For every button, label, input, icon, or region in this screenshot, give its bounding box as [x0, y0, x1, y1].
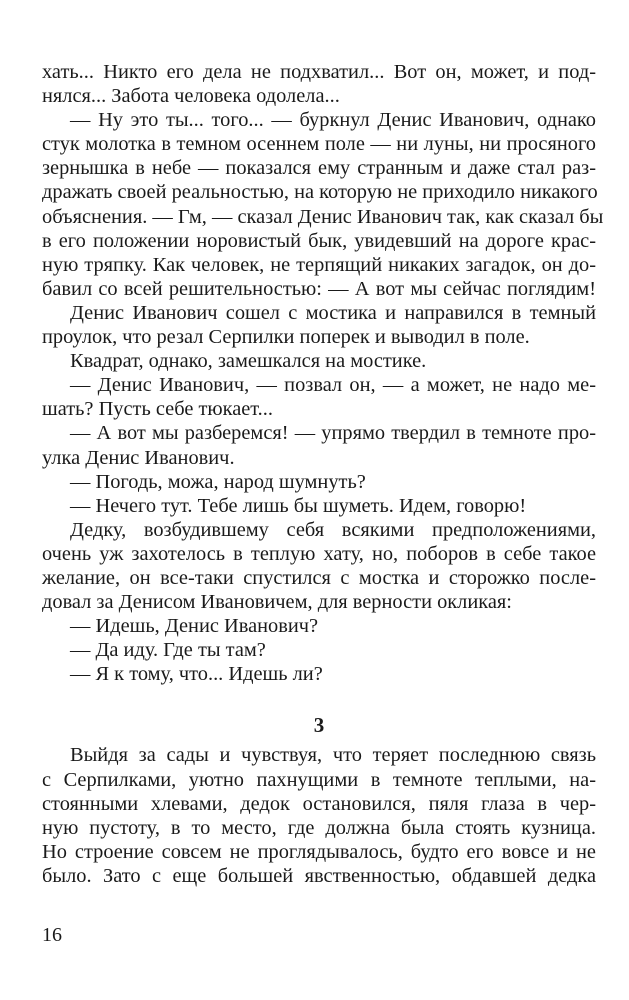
text-line: — Нечего тут. Тебе лишь бы шуметь. Идем, говорю! — [70, 494, 527, 517]
text-line: Выйдя за сады и чувствуя, что теряет последнюю связь — [70, 744, 596, 767]
text-line: улка Денис Иванович. — [42, 446, 235, 469]
text-line: Дедку, возбудившему себя всякими предположениями, — [70, 518, 596, 541]
text-line: ную тряпку. Как человек, не терпящий никаких загадок, он до- — [42, 253, 596, 276]
text-line: объяснения. — Гм, — сказал Денис Иванович так, как сказал бы — [42, 205, 604, 228]
text-line: бавил со всей решительностью: — А вот мы сейчас поглядим! — [42, 277, 596, 300]
chapter-heading: 3 — [313, 713, 325, 738]
text-line: — Идешь, Денис Иванович? — [70, 615, 319, 638]
text-line: стук молотка в темном осеннем поле — ни луны, ни просяного — [42, 133, 596, 156]
text-line: желание, он все-таки спустился с мостка и сторожко после- — [42, 566, 596, 589]
text-line: проулок, что резал Серпилки поперек и выводил в поле. — [42, 326, 530, 349]
text-line: — Я к тому, что... Идешь ли? — [70, 663, 323, 686]
text-line: Денис Иванович сошел с мостика и направился в темный — [70, 301, 596, 324]
text-line: — Да иду. Где ты там? — [70, 639, 266, 662]
text-line: — А вот мы разберемся! — упрямо твердил в темноте про- — [70, 422, 596, 445]
text-line: Квадрат, однако, замешкался на мостике. — [70, 350, 427, 373]
text-before-chapter — [42, 60, 604, 686]
text-line: зернышка в небе — показался ему странным и даже стал раз- — [42, 157, 596, 180]
text-line: нялся... Забота человека одолела... — [42, 85, 340, 108]
text-line: шать? Пусть себе тюкает... — [42, 398, 273, 421]
page-body — [42, 60, 604, 888]
page-number: 16 — [42, 924, 62, 946]
text-line: — Ну это ты... того... — буркнул Денис Иванович, однако — [70, 109, 596, 132]
text-line: — Денис Иванович, — позвал он, — а может, не надо ме- — [70, 374, 596, 397]
text-line: ную пустоту, в то место, где должна была стоять кузница. — [42, 816, 596, 839]
text-line: дражать своей реальностью, на которую не приходило никакого — [42, 181, 598, 204]
text-line: хать... Никто его дела не подхватил... Вот он, может, и под- — [42, 61, 596, 83]
text-line: довал за Денисом Ивановичем, для верности окликая: — [42, 591, 512, 614]
text-after-chapter — [42, 743, 596, 888]
text-line: стоянными хлевами, дедок остановился, пяля глаза в чер- — [42, 792, 596, 815]
text-line: с Серпилками, уютно пахнущими в темноте теплыми, на- — [42, 768, 596, 791]
text-line: было. Зато с еще большей явственностью, обдавшей дедка — [42, 864, 596, 887]
text-line: очень уж захотелось в теплую хату, но, поборов в себе такое — [42, 542, 596, 565]
text-line: — Погодь, можа, народ шумнуть? — [70, 470, 366, 493]
text-line: в его положении норовистый бык, увидевший на дороге крас- — [42, 229, 596, 252]
text-line: Но строение совсем не проглядывалось, будто его вовсе и не — [42, 840, 596, 863]
